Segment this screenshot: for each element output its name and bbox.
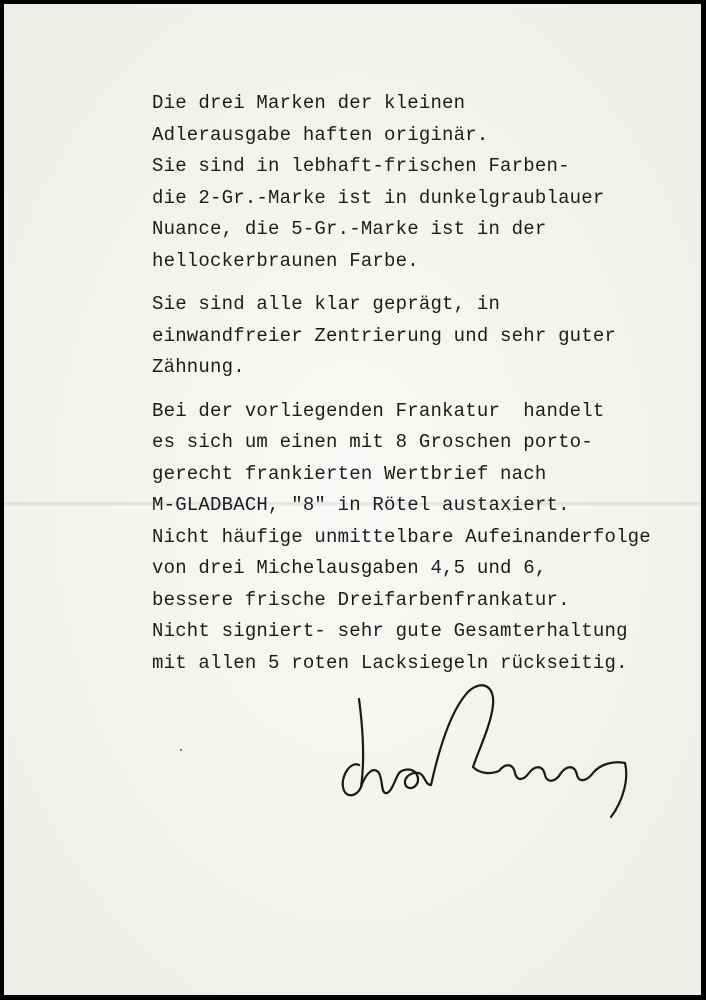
text-line: Adlerausgabe haften originär. [152, 123, 489, 146]
text-line: bessere frische Dreifarbenfrankatur. [152, 588, 570, 611]
text-line: mit allen 5 roten Lacksiegeln rückseitig. [152, 651, 628, 674]
text-line: Zähnung. [152, 356, 245, 378]
text-line: Nicht häufige unmittelbare Aufeinanderfolge [152, 525, 651, 548]
text-line: Sie sind in lebhaft-frischen Farben- [152, 155, 570, 177]
text-line: die 2-Gr.-Marke ist in dunkelgraublauer [152, 186, 605, 209]
text-line: Nicht signiert- sehr gute Gesamterhaltung [152, 620, 628, 642]
text-line: Nuance, die 5-Gr.-Marke ist in der [152, 218, 547, 240]
text-line: hellockerbraunen Farbe. [152, 249, 419, 272]
paper-speck [180, 749, 182, 751]
letter-page [4, 4, 701, 995]
paragraph-2 [152, 289, 692, 384]
handwritten-signature [329, 669, 649, 844]
text-line: M-GLADBACH, "8" in Rötel austaxiert. [152, 494, 570, 516]
text-line: Sie sind alle klar geprägt, in [152, 293, 501, 315]
text-line: von drei Michelausgaben 4,5 und 6, [152, 557, 547, 579]
text-line: gerecht frankierten Wertbrief nach [152, 462, 547, 485]
paragraph-3 [152, 396, 692, 680]
paragraph-1 [152, 88, 692, 277]
text-line: einwandfreier Zentrierung und sehr guter [152, 324, 617, 347]
text-line: es sich um einen mit 8 Groschen porto- [152, 431, 593, 453]
text-line: Bei der vorliegenden Frankatur handelt [152, 399, 605, 422]
text-line: Die drei Marken der kleinen [152, 92, 466, 114]
letter-body [152, 88, 692, 691]
